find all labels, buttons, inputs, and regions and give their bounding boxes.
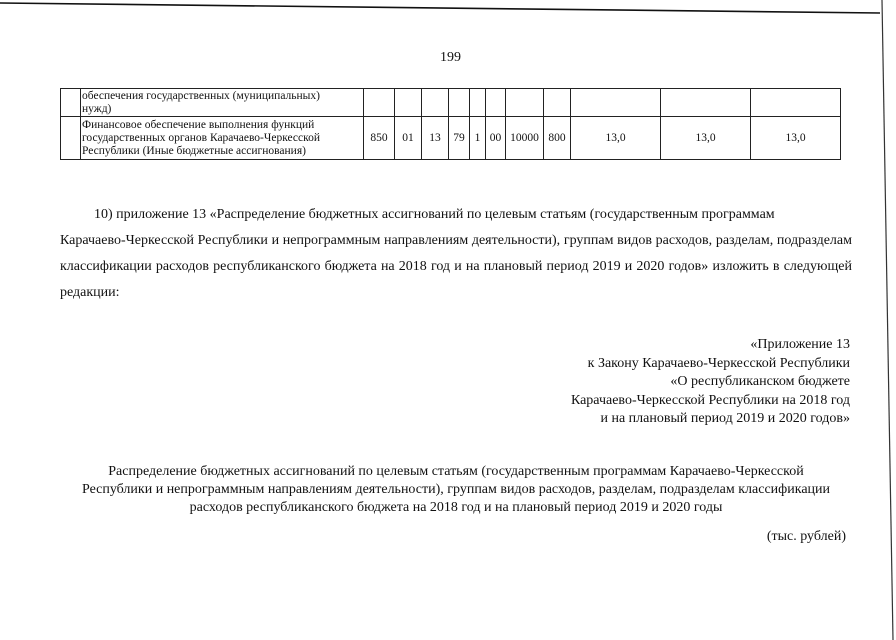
- amount-2018-cell: 13,0: [571, 117, 661, 160]
- appendix-header: «Приложение 13 к Закону Карачаево-Черкесской Республики «О республиканском бюджете Карачаево-Черкесской Республики на 2018 год и на плановый период 2019 и 2020 годов»: [570, 337, 850, 426]
- section-cell: 01: [395, 117, 422, 160]
- indent-cell: [61, 89, 81, 117]
- ministry-code-cell: [364, 89, 395, 117]
- direction-cell: [506, 89, 544, 117]
- indent-cell: [61, 117, 81, 160]
- page-number: 199: [440, 50, 461, 65]
- description-cell: обеспечения государственных (муниципальных) нужд): [81, 89, 364, 117]
- expense-type-cell: 800: [544, 117, 571, 160]
- activity-cell: 00: [486, 117, 506, 160]
- amount-2018-cell: [571, 89, 661, 117]
- table-row: [61, 117, 841, 160]
- program-cell: [449, 89, 470, 117]
- program-cell: 79: [449, 117, 470, 160]
- subsection-cell: 13: [422, 117, 449, 160]
- amount-2020-cell: 13,0: [751, 117, 841, 160]
- ministry-code-cell: 850: [364, 117, 395, 160]
- expense-type-cell: [544, 89, 571, 117]
- table-row: [61, 89, 841, 117]
- amount-2019-cell: 13,0: [661, 117, 751, 160]
- units-label: (тыс. рублей): [766, 529, 846, 544]
- document-title: Распределение бюджетных ассигнований по целевым статьям (государственным программам Карачаево-Черкесской Республики и непрограммным направлениям деятельности), группам видов расходов, разделам, подразделам классификации расходов республиканского бюджета на 2018 год и на плановый период 2019 и 2020 годы: [81, 464, 831, 515]
- amount-2020-cell: [751, 89, 841, 117]
- activity-cell: [486, 89, 506, 117]
- page-edge: [880, 0, 896, 640]
- subprogram-cell: [470, 89, 486, 117]
- budget-table: [60, 88, 841, 160]
- section-cell: [395, 89, 422, 117]
- amendment-paragraph: 10) приложение 13 «Распределение бюджетных ассигнований по целевым статьям (государственным программам Карачаево-Черкесской Республики и непрограммным направлениям деятельности), группам видов расходов, разделам, подразделам классификации расходов республиканского бюджета на 2018 год и на плановый период 2019 и 2020 годов» изложить в следующей редакции:: [60, 207, 852, 300]
- description-cell: Финансовое обеспечение выполнения функций государственных органов Карачаево-Черкесской Республики (Иные бюджетные ассигнования): [81, 117, 364, 160]
- direction-cell: 10000: [506, 117, 544, 160]
- subsection-cell: [422, 89, 449, 117]
- subprogram-cell: 1: [470, 117, 486, 160]
- amount-2019-cell: [661, 89, 751, 117]
- top-rule: [0, 0, 880, 14]
